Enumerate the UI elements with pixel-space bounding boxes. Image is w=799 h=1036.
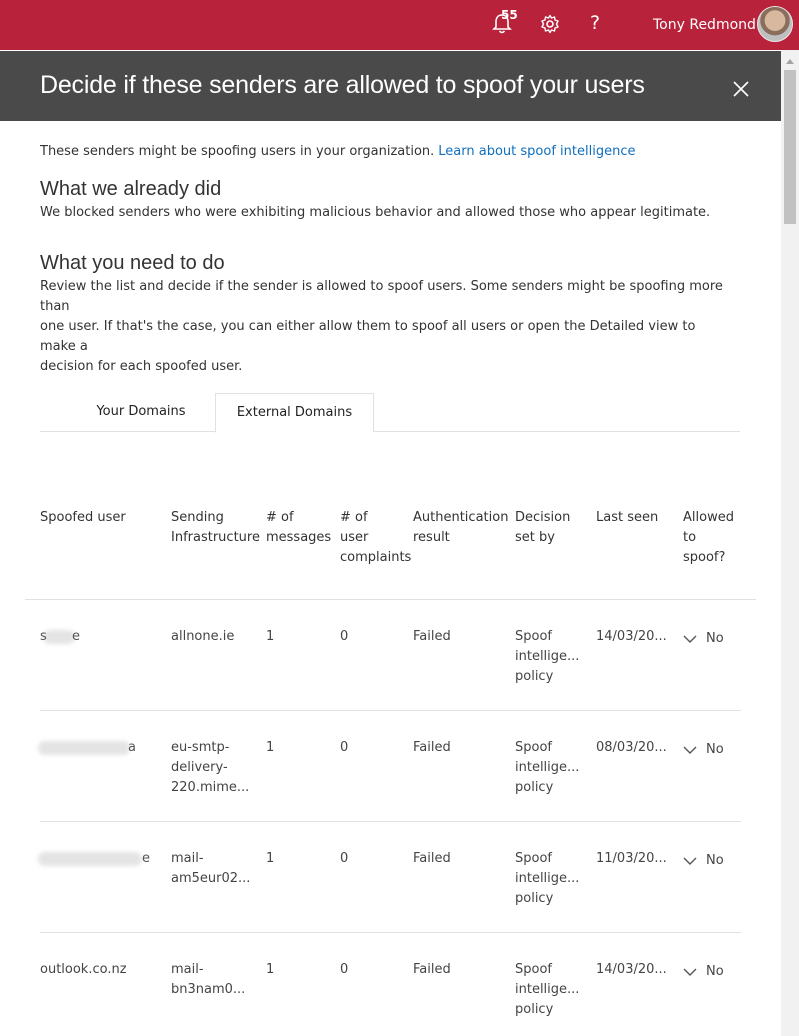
allowed-value: No — [706, 964, 724, 979]
header-divider — [25, 599, 756, 600]
header-text: complaints — [340, 550, 412, 565]
infrastructure-cell — [171, 849, 250, 889]
cell-line: intellige... — [515, 982, 580, 997]
spoofed-user-end: e — [72, 629, 80, 644]
tab-your-domains[interactable]: Your Domains — [96, 404, 186, 419]
cell-line: policy — [515, 891, 554, 906]
header-text: Sending — [171, 510, 224, 525]
last-seen-cell: 14/03/20... — [596, 962, 667, 977]
row-divider — [40, 821, 741, 822]
header-text: to — [683, 530, 697, 545]
intro-description: These senders might be spoofing users in your organization. — [40, 144, 435, 159]
spoofed-user-start: s — [40, 629, 47, 644]
header-text: Spoofed user — [40, 510, 126, 525]
chevron-down-icon — [683, 857, 697, 866]
notification-count: 55 — [501, 8, 518, 22]
spoofed-user-cell: e — [142, 851, 150, 866]
infrastructure-cell — [171, 960, 245, 1000]
column-header-sending-infrastructure[interactable] — [171, 508, 260, 548]
cell-line: am5eur02... — [171, 871, 251, 886]
infrastructure-cell — [171, 738, 249, 798]
column-header-last-seen[interactable] — [596, 508, 658, 528]
header-text: result — [413, 530, 450, 545]
column-header-authentication[interactable] — [413, 508, 508, 548]
header-text: Last seen — [596, 510, 659, 525]
cell-line: 220.mime... — [171, 780, 250, 795]
header-text: user — [340, 530, 369, 545]
chevron-down-icon — [683, 635, 697, 644]
column-header-spoofed-user[interactable] — [40, 508, 126, 528]
auth-result-cell: Failed — [413, 740, 451, 755]
user-name[interactable]: Tony Redmond — [653, 17, 756, 33]
cell-line: policy — [515, 780, 554, 795]
header-text: set by — [515, 530, 555, 545]
cell-line: eu-smtp- — [171, 740, 230, 755]
column-header-decision[interactable] — [515, 508, 570, 548]
complaints-cell: 0 — [340, 740, 349, 755]
allowed-dropdown[interactable] — [683, 851, 724, 871]
cell-line: intellige... — [515, 760, 580, 775]
cell-line: intellige... — [515, 871, 580, 886]
header-text: spoof? — [683, 550, 726, 565]
spoofed-user-cell — [40, 627, 80, 647]
panel-header — [0, 51, 781, 121]
help-icon[interactable]: ? — [590, 12, 601, 34]
row-divider — [40, 710, 741, 711]
last-seen-cell: 11/03/20... — [596, 851, 667, 866]
header-text: # of — [266, 510, 294, 525]
complaints-cell: 0 — [340, 962, 349, 977]
decision-cell — [515, 849, 579, 909]
cell-line: Spoof — [515, 629, 552, 644]
last-seen-cell: 14/03/20... — [596, 629, 667, 644]
decision-cell — [515, 738, 579, 798]
row-divider — [40, 932, 741, 933]
scrollbar-thumb[interactable] — [784, 70, 796, 224]
cell-line: mail- — [171, 962, 204, 977]
auth-result-cell: Failed — [413, 962, 451, 977]
cell-line: delivery- — [171, 760, 228, 775]
body-line: decision for each spoofed user. — [40, 359, 243, 374]
allowed-value: No — [706, 631, 724, 646]
scrollbar[interactable] — [781, 50, 799, 1036]
auth-result-cell: Failed — [413, 851, 451, 866]
header-text: # of — [340, 510, 368, 525]
panel-title: Decide if these senders are allowed to spoof your users — [40, 71, 645, 99]
allowed-dropdown[interactable] — [683, 629, 724, 649]
redacted-text — [38, 741, 130, 755]
spoofed-user-cell: outlook.co.nz — [40, 962, 127, 977]
cell-line: intellige... — [515, 649, 580, 664]
messages-cell: 1 — [266, 851, 275, 866]
cell-line: Spoof — [515, 851, 552, 866]
section-heading-need-to-do: What you need to do — [40, 252, 225, 274]
allowed-value: No — [706, 853, 724, 868]
cell-line: Spoof — [515, 962, 552, 977]
chevron-down-icon — [683, 746, 697, 755]
header-text: Infrastructure — [171, 530, 260, 545]
header-text: Authentication — [413, 510, 509, 525]
close-icon[interactable] — [733, 81, 749, 97]
cell-line: mail- — [171, 851, 204, 866]
column-header-messages[interactable] — [266, 508, 331, 548]
cell-line: bn3nam0... — [171, 982, 246, 997]
column-header-allowed[interactable] — [683, 508, 734, 568]
scroll-up-arrow-icon[interactable] — [786, 59, 794, 64]
section-body-already-did: We blocked senders who were exhibiting malicious behavior and allowed those who appear legitimate. — [40, 205, 711, 220]
last-seen-cell: 08/03/20... — [596, 740, 667, 755]
gear-icon[interactable] — [540, 14, 560, 34]
section-heading-already-did: What we already did — [40, 178, 222, 200]
body-line: one user. If that's the case, you can either allow them to spoof all users or open the Detailed view to make a — [40, 319, 696, 354]
header-text: Decision — [515, 510, 571, 525]
learn-more-link[interactable]: Learn about spoof intelligence — [438, 144, 636, 159]
column-header-complaints[interactable] — [340, 508, 411, 568]
domain-tabs — [40, 393, 740, 432]
messages-cell: 1 — [266, 740, 275, 755]
cell-line: policy — [515, 1002, 554, 1017]
cell-line: policy — [515, 669, 554, 684]
cell-line: Spoof — [515, 740, 552, 755]
chevron-down-icon — [683, 968, 697, 977]
header-text: Allowed — [683, 510, 734, 525]
complaints-cell: 0 — [340, 629, 349, 644]
allowed-dropdown[interactable] — [683, 962, 724, 982]
body-line: Review the list and decide if the sender is allowed to spoof users. Some senders might be spoofing more than — [40, 279, 723, 314]
redacted-text — [38, 852, 142, 866]
section-body-need-to-do — [40, 277, 730, 377]
cell-line: allnone.ie — [171, 629, 235, 644]
avatar[interactable] — [757, 6, 793, 42]
tab-external-domains[interactable]: External Domains — [215, 393, 374, 433]
messages-cell: 1 — [266, 962, 275, 977]
auth-result-cell: Failed — [413, 629, 451, 644]
top-bar — [0, 0, 799, 50]
intro-text — [40, 144, 635, 159]
infrastructure-cell — [171, 627, 234, 647]
header-text: messages — [266, 530, 332, 545]
complaints-cell: 0 — [340, 851, 349, 866]
messages-cell: 1 — [266, 629, 275, 644]
allowed-value: No — [706, 742, 724, 757]
spoofed-user-cell: a — [128, 740, 136, 755]
allowed-dropdown[interactable] — [683, 740, 724, 760]
decision-cell — [515, 960, 579, 1020]
decision-cell — [515, 627, 579, 687]
